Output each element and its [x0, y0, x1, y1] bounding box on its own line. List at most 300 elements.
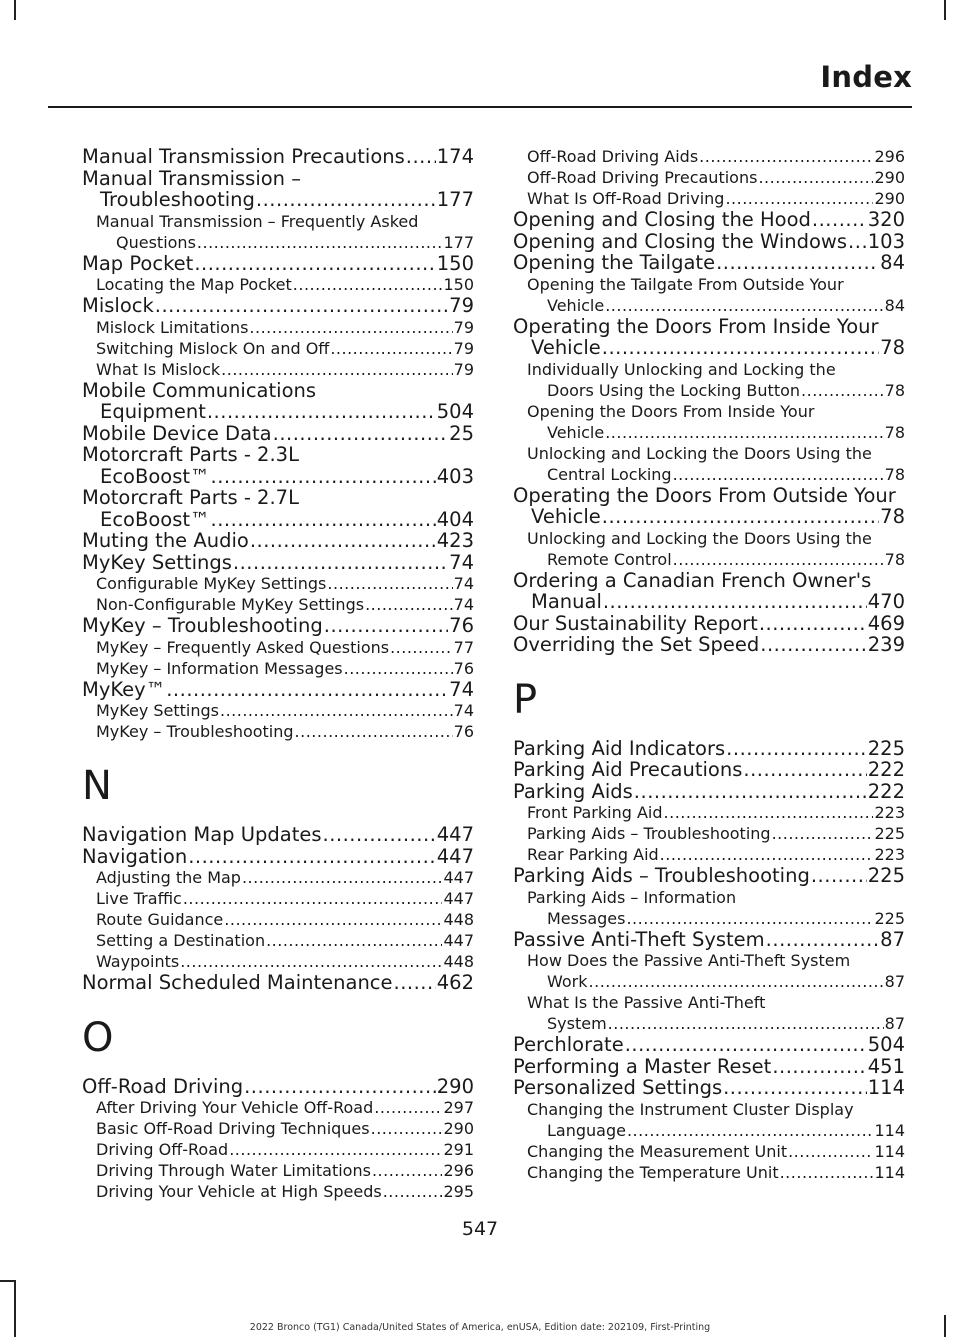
entry-text: Waypoints — [96, 952, 180, 971]
entry-text: Adjusting the Map — [96, 868, 241, 887]
page-reference: 87 — [884, 972, 905, 991]
index-entry[interactable] — [513, 1056, 905, 1078]
index-subentry[interactable] — [82, 211, 474, 253]
entry-text-line1: Operating the Doors From Outside Your — [513, 483, 896, 507]
entry-text-line1: Motorcraft Parts - 2.3L — [82, 443, 299, 466]
dot-leader — [758, 167, 873, 188]
page-reference: 25 — [449, 421, 474, 445]
index-entry[interactable] — [513, 781, 905, 803]
page-reference: 404 — [436, 507, 474, 531]
index-subentry[interactable] — [82, 1160, 474, 1181]
index-entry[interactable] — [82, 253, 474, 275]
page-reference: 447 — [443, 889, 474, 908]
entry-text: Non-Configurable MyKey Settings — [96, 595, 365, 614]
page-reference: 291 — [443, 1140, 474, 1159]
index-column-right — [513, 146, 905, 1183]
dot-leader — [374, 1097, 442, 1118]
index-entry[interactable] — [82, 530, 474, 552]
entry-text: Language — [547, 1120, 626, 1140]
index-subentry[interactable] — [82, 317, 474, 338]
entry-text: Off-Road Driving Precautions — [527, 168, 758, 187]
index-subentry[interactable] — [82, 594, 474, 615]
dot-leader — [759, 613, 867, 635]
entry-text: Questions — [116, 232, 196, 252]
dot-leader — [183, 888, 443, 909]
entry-text: Manual Transmission Precautions — [82, 145, 405, 168]
section-letter: P — [513, 676, 538, 723]
entry-text: Setting a Destination — [96, 931, 266, 950]
page-reference: 174 — [436, 145, 474, 168]
page-reference: 78 — [880, 505, 905, 528]
header-rule — [48, 106, 912, 108]
dot-leader — [194, 253, 435, 275]
page-reference: 504 — [436, 400, 474, 423]
entry-text: Opening the Tailgate — [513, 251, 716, 274]
dot-leader — [197, 232, 443, 253]
dot-leader — [608, 1013, 884, 1034]
dot-leader — [211, 466, 436, 488]
page-reference: 239 — [867, 633, 905, 656]
entry-text: Central Locking — [547, 464, 672, 484]
dot-leader — [627, 1120, 873, 1141]
dot-leader — [390, 637, 453, 658]
entry-text: Off-Road Driving Aids — [527, 147, 699, 166]
page-reference: 114 — [874, 1120, 905, 1140]
index-entry[interactable] — [82, 444, 474, 487]
dot-leader — [249, 317, 452, 338]
index-entry[interactable] — [82, 552, 474, 574]
page-reference: 74 — [453, 574, 474, 593]
dot-leader — [242, 867, 443, 888]
dot-leader — [811, 865, 867, 887]
dot-leader — [743, 759, 866, 781]
page-reference: 114 — [867, 1076, 905, 1099]
dot-leader — [244, 1076, 436, 1098]
index-entry[interactable] — [513, 929, 905, 951]
index-subentry[interactable] — [82, 951, 474, 972]
page-reference: 290 — [436, 1074, 474, 1098]
index-entry[interactable] — [513, 570, 905, 613]
page-reference: 87 — [884, 1014, 905, 1033]
index-entry[interactable] — [513, 1034, 905, 1056]
entry-text: Map Pocket — [82, 251, 194, 275]
dot-leader — [848, 231, 867, 253]
page-reference: 177 — [436, 188, 474, 211]
entry-text: Passive Anti-Theft System — [513, 927, 765, 951]
entry-text: Parking Aids – Troubleshooting — [527, 824, 771, 843]
index-entry[interactable] — [513, 865, 905, 887]
entry-text: EcoBoost™ — [100, 464, 210, 488]
index-entry[interactable] — [513, 209, 905, 231]
crop-mark-top-right — [944, 0, 946, 20]
page-reference: 447 — [436, 844, 474, 868]
dot-leader — [602, 506, 879, 528]
index-subentry[interactable] — [82, 1118, 474, 1139]
dot-leader — [394, 972, 436, 994]
index-subentry[interactable] — [82, 338, 474, 359]
index-subentry[interactable] — [513, 146, 905, 167]
dot-leader — [660, 844, 874, 865]
dot-leader — [293, 274, 443, 295]
dot-leader — [723, 1077, 867, 1099]
index-entry[interactable] — [82, 146, 474, 168]
entry-text-line1: Operating the Doors From Inside Your — [513, 314, 879, 338]
index-subentry[interactable] — [513, 802, 905, 823]
page-reference: 423 — [436, 529, 474, 552]
entry-text: Equipment — [100, 400, 206, 423]
entry-text: Driving Through Water Limitations — [96, 1161, 371, 1180]
entry-text-line1: Individually Unlocking and Locking the — [527, 359, 836, 379]
dot-leader — [625, 1034, 867, 1056]
dot-leader — [365, 594, 453, 615]
entry-text: System — [547, 1014, 607, 1033]
dot-leader — [383, 1181, 443, 1202]
dot-leader — [344, 658, 453, 679]
entry-text: Our Sustainability Report — [513, 611, 758, 635]
index-subentry[interactable] — [513, 188, 905, 209]
entry-text: Configurable MyKey Settings — [96, 574, 327, 593]
index-subentry[interactable] — [513, 844, 905, 865]
index-entry[interactable] — [513, 485, 905, 528]
page-reference: 76 — [453, 658, 474, 678]
crop-mark-top-left — [14, 0, 16, 20]
index-entry[interactable] — [513, 1077, 905, 1099]
dot-leader — [406, 146, 436, 168]
index-subentry[interactable] — [513, 401, 905, 443]
index-entry[interactable] — [513, 252, 905, 274]
dot-leader — [211, 509, 436, 531]
page-reference: 78 — [884, 422, 905, 442]
dot-leader — [372, 1160, 443, 1181]
entry-text: Basic Off-Road Driving Techniques — [96, 1119, 370, 1138]
entry-text-line1: Unlocking and Locking the Doors Using the — [527, 528, 872, 548]
dot-leader — [155, 295, 448, 317]
page-reference: 447 — [436, 823, 474, 846]
dot-leader — [324, 615, 448, 637]
entry-text: Off-Road Driving — [82, 1074, 244, 1098]
index-subentry[interactable] — [82, 573, 474, 594]
page-reference: 222 — [867, 758, 905, 781]
index-subentry[interactable] — [82, 700, 474, 721]
index-subentry[interactable] — [82, 1181, 474, 1202]
dot-leader — [330, 338, 452, 359]
dot-leader — [772, 1056, 866, 1078]
entry-text: Live Traffic — [96, 889, 182, 908]
dot-leader — [772, 823, 874, 844]
entry-text: Locating the Map Pocket — [96, 275, 292, 294]
page-reference: 223 — [874, 845, 905, 864]
dot-leader — [266, 930, 442, 951]
index-subentry[interactable] — [513, 359, 905, 401]
page-reference: 78 — [884, 464, 905, 484]
dot-leader — [788, 1141, 873, 1162]
page-reference: 448 — [443, 910, 474, 929]
page-reference: 296 — [874, 147, 905, 166]
index-entry[interactable] — [82, 295, 474, 317]
entry-text: Opening and Closing the Windows — [513, 229, 848, 253]
entry-text: MyKey Settings — [82, 550, 232, 574]
page-reference: 296 — [443, 1161, 474, 1180]
page-reference: 469 — [867, 611, 905, 635]
index-subentry[interactable] — [82, 658, 474, 679]
entry-text: Navigation Map Updates — [82, 823, 322, 846]
entry-text: Front Parking Aid — [527, 803, 663, 822]
index-subentry[interactable] — [513, 950, 905, 992]
page-reference: 74 — [449, 677, 474, 701]
entry-text: Vehicle — [547, 295, 605, 315]
page-reference: 150 — [436, 251, 474, 275]
page-reference: 78 — [884, 380, 905, 400]
index-subentry[interactable] — [82, 721, 474, 742]
entry-text-line1: Motorcraft Parts - 2.7L — [82, 486, 299, 509]
entry-text: MyKey – Frequently Asked Questions — [96, 637, 390, 657]
dot-leader — [327, 573, 452, 594]
entry-text: MyKey™ — [82, 677, 166, 701]
dot-leader — [716, 252, 879, 274]
page-reference: 451 — [867, 1054, 905, 1078]
page-reference: 462 — [436, 971, 474, 994]
dot-leader — [780, 1162, 874, 1183]
entry-text: Changing the Temperature Unit — [527, 1162, 779, 1182]
page-title: Index — [820, 60, 912, 94]
entry-text-line1: Manual Transmission – — [82, 166, 301, 190]
dot-leader — [295, 721, 453, 742]
entry-text: Overriding the Set Speed — [513, 633, 760, 656]
dot-leader — [589, 971, 884, 992]
entry-text: Rear Parking Aid — [527, 845, 659, 864]
dot-leader — [766, 929, 880, 951]
index-subentry[interactable] — [82, 359, 474, 380]
index-entry[interactable] — [82, 846, 474, 868]
page-reference: 447 — [443, 868, 474, 887]
entry-text: Troubleshooting — [100, 188, 255, 211]
entry-text-line1: Changing the Instrument Cluster Display — [527, 1099, 854, 1119]
entry-text: MyKey – Troubleshooting — [82, 614, 323, 637]
section-letter: O — [82, 1014, 114, 1061]
page-reference: 84 — [880, 251, 905, 274]
page-reference: 295 — [443, 1182, 474, 1201]
dot-leader — [220, 700, 453, 721]
page-reference: 77 — [453, 637, 474, 657]
entry-text: Performing a Master Reset — [513, 1054, 772, 1078]
dot-leader — [664, 802, 874, 823]
page-reference: 79 — [453, 317, 474, 337]
entry-text: What Is Off-Road Driving — [527, 189, 725, 208]
entry-text: EcoBoost™ — [100, 507, 210, 531]
page-reference: 114 — [874, 1162, 905, 1182]
dot-leader — [229, 1139, 442, 1160]
index-entry[interactable] — [82, 679, 474, 701]
entry-text: Changing the Measurement Unit — [527, 1141, 788, 1161]
entry-text: Parking Aids — [513, 779, 633, 803]
index-entry[interactable] — [513, 738, 905, 760]
page-reference: 290 — [443, 1119, 474, 1138]
page-reference: 177 — [443, 232, 474, 252]
index-subentry[interactable] — [513, 528, 905, 570]
index-entry[interactable] — [513, 613, 905, 635]
entry-text: Personalized Settings — [513, 1076, 723, 1099]
index-subentry[interactable] — [513, 1162, 905, 1183]
page-reference: 320 — [867, 208, 905, 231]
page-reference: 225 — [874, 908, 905, 928]
dot-leader — [801, 380, 884, 401]
entry-text: Messages — [547, 908, 626, 928]
entry-text-line1: What Is the Passive Anti-Theft — [527, 993, 766, 1012]
dot-leader — [605, 295, 883, 316]
entry-text: Work — [547, 972, 588, 991]
index-entry[interactable] — [82, 1076, 474, 1098]
edition-footer: 2022 Bronco (TG1) Canada/United States of America, enUSA, Edition date: 202109, First-Printing — [249, 1322, 711, 1333]
entry-text-line1: Manual Transmission – Frequently Asked — [96, 211, 419, 231]
page-reference: 447 — [443, 931, 474, 950]
index-subentry[interactable] — [513, 887, 905, 929]
entry-text: Mislock Limitations — [96, 317, 249, 337]
entry-text: Normal Scheduled Maintenance — [82, 971, 393, 994]
page-number: 547 — [461, 1218, 499, 1240]
entry-text: Parking Aid Indicators — [513, 736, 726, 760]
entry-text: Parking Aid Precautions — [513, 758, 743, 781]
page-reference: 290 — [874, 189, 905, 208]
index-entry[interactable] — [82, 615, 474, 637]
index-subentry[interactable] — [513, 1141, 905, 1162]
index-subentry[interactable] — [82, 909, 474, 930]
index-subentry[interactable] — [513, 992, 905, 1034]
index-entry[interactable] — [513, 316, 905, 359]
index-subentry[interactable] — [82, 1097, 474, 1118]
page-reference: 79 — [453, 359, 474, 379]
index-subentry[interactable] — [513, 443, 905, 485]
index-subentry[interactable] — [82, 930, 474, 951]
dot-leader — [673, 549, 884, 570]
dot-leader — [605, 422, 883, 443]
dot-leader — [699, 146, 873, 167]
page-reference: 223 — [874, 803, 905, 822]
dot-leader — [725, 188, 873, 209]
page-reference: 225 — [867, 864, 905, 887]
dot-leader — [233, 552, 448, 574]
entry-text-line1: How Does the Passive Anti-Theft System — [527, 951, 851, 970]
index-entry[interactable] — [82, 168, 474, 211]
page-reference: 225 — [867, 736, 905, 760]
index-entry[interactable] — [82, 824, 474, 846]
index-subentry[interactable] — [82, 1139, 474, 1160]
entry-text: Mislock — [82, 294, 154, 317]
page-reference: 79 — [453, 338, 474, 358]
entry-text: Switching Mislock On and Off — [96, 338, 330, 358]
index-column-left — [82, 146, 474, 1202]
entry-text: Opening and Closing the Hood — [513, 208, 811, 231]
index-subentry[interactable] — [82, 867, 474, 888]
entry-text: Vehicle — [531, 336, 601, 359]
page-reference: 78 — [884, 549, 905, 569]
entry-text: Vehicle — [547, 422, 605, 442]
page-reference: 74 — [453, 701, 474, 720]
dot-leader — [207, 401, 436, 423]
entry-text: Driving Your Vehicle at High Speeds — [96, 1182, 382, 1201]
page-reference: 74 — [449, 550, 474, 574]
entry-text-line1: Ordering a Canadian French Owner's — [513, 568, 872, 592]
entry-text: Muting the Audio — [82, 529, 249, 552]
entry-text-line1: Unlocking and Locking the Doors Using the — [527, 443, 872, 463]
dot-leader — [166, 679, 448, 701]
dot-leader — [221, 359, 452, 380]
dot-leader — [180, 951, 442, 972]
page-reference: 150 — [443, 275, 474, 294]
index-subentry[interactable] — [513, 1099, 905, 1141]
entry-text: Doors Using the Locking Button — [547, 380, 801, 400]
entry-text: Driving Off-Road — [96, 1140, 229, 1159]
page-reference: 114 — [874, 1141, 905, 1161]
page-reference: 79 — [449, 294, 474, 317]
index-subentry[interactable] — [82, 637, 474, 658]
index-subentry[interactable] — [82, 888, 474, 909]
page-reference: 222 — [867, 779, 905, 803]
entry-text: Manual — [531, 590, 602, 613]
dot-leader — [626, 908, 873, 929]
page-reference: 76 — [449, 614, 474, 637]
index-entry[interactable] — [82, 487, 474, 530]
entry-text-line1: Mobile Communications — [82, 378, 317, 402]
page-reference: 84 — [884, 295, 905, 315]
entry-text-line1: Opening the Doors From Inside Your — [527, 401, 815, 421]
entry-text: Navigation — [82, 844, 188, 868]
page-reference: 504 — [867, 1033, 905, 1056]
page-reference: 290 — [874, 168, 905, 187]
index-subentry[interactable] — [513, 167, 905, 188]
index-entry[interactable] — [82, 380, 474, 423]
entry-text: Perchlorate — [513, 1033, 624, 1056]
index-entry[interactable] — [82, 423, 474, 445]
entry-text-line1: Opening the Tailgate From Outside Your — [527, 274, 844, 294]
entry-text: Mobile Device Data — [82, 421, 272, 445]
dot-leader — [371, 1118, 443, 1139]
dot-leader — [634, 781, 867, 803]
entry-text: Remote Control — [547, 549, 672, 569]
page-reference: 470 — [867, 590, 905, 613]
index-entry[interactable] — [513, 634, 905, 656]
dot-leader — [323, 824, 436, 846]
page-reference: 78 — [880, 336, 905, 359]
index-subentry[interactable] — [513, 823, 905, 844]
page-reference: 448 — [443, 952, 474, 971]
dot-leader — [273, 423, 449, 445]
dot-leader — [812, 209, 867, 231]
dot-leader — [256, 189, 436, 211]
crop-mark-bottom-left-h — [0, 1280, 16, 1282]
entry-text: MyKey Settings — [96, 701, 219, 720]
dot-leader — [603, 591, 867, 613]
entry-text: What Is Mislock — [96, 359, 221, 379]
entry-text: Parking Aids – Troubleshooting — [513, 864, 810, 887]
entry-text: Route Guidance — [96, 910, 224, 929]
dot-leader — [250, 530, 436, 552]
entry-text: MyKey – Troubleshooting — [96, 722, 294, 741]
index-entry[interactable] — [82, 972, 474, 994]
entry-text-line1: Parking Aids – Information — [527, 887, 737, 907]
page-reference: 297 — [443, 1098, 474, 1117]
index-entry[interactable] — [513, 231, 905, 253]
entry-text: Vehicle — [531, 505, 601, 528]
page-reference: 403 — [436, 464, 474, 488]
dot-leader — [602, 337, 879, 359]
entry-text: MyKey – Information Messages — [96, 658, 343, 678]
index-subentry[interactable] — [82, 274, 474, 295]
page-reference: 87 — [880, 927, 905, 951]
dot-leader — [188, 846, 436, 868]
index-entry[interactable] — [513, 759, 905, 781]
dot-leader — [760, 634, 866, 656]
index-subentry[interactable] — [513, 274, 905, 316]
